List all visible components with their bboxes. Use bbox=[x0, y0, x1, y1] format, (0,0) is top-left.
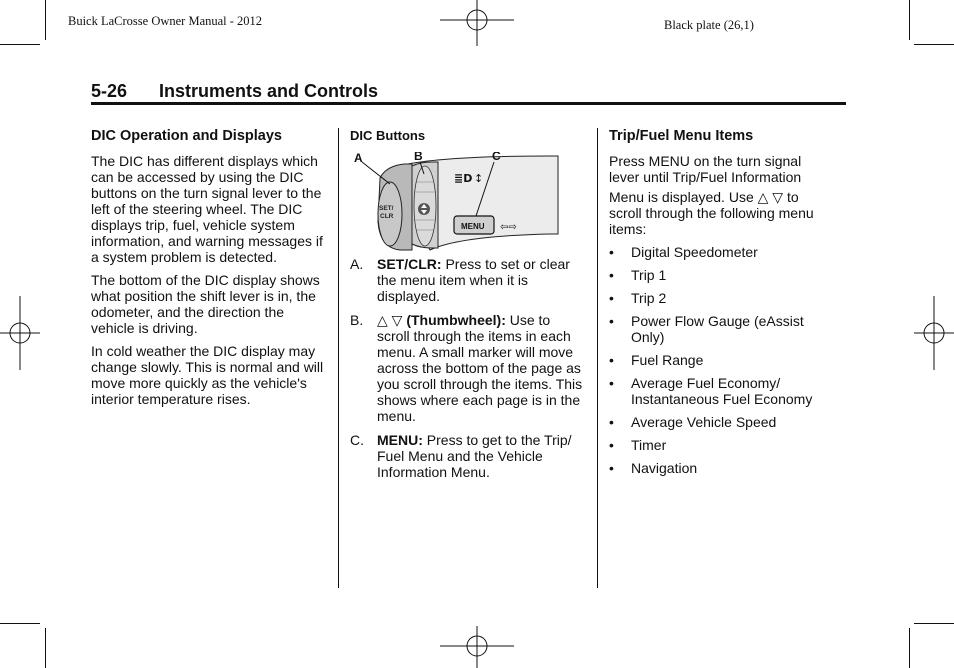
section-dic-operation bbox=[91, 127, 331, 414]
dic-buttons-illustration bbox=[350, 152, 560, 252]
list-item: • Trip 2 bbox=[609, 290, 667, 306]
registration-mark-left bbox=[0, 296, 40, 370]
paragraph: Press MENU on the turn signal lever until Trip/Fuel Information bbox=[609, 153, 802, 185]
item-text: Use to scroll through the items in each menu. A small marker will move across the bottom of the page as you scroll through the items. This shows where each page is in the menu. bbox=[377, 312, 583, 424]
figure-caption: DIC Buttons bbox=[350, 128, 426, 143]
svg-text:⇦⇨: ⇦⇨ bbox=[500, 222, 517, 233]
svg-text:MENU: MENU bbox=[461, 222, 485, 231]
list-item: • Average Fuel Economy/ Instantaneous Fuel Economy bbox=[609, 375, 813, 407]
bullet-icon: • bbox=[609, 460, 614, 476]
menu-items-list bbox=[609, 244, 834, 476]
svg-text:C: C bbox=[492, 152, 501, 163]
page-title: Instruments and Controls bbox=[159, 81, 379, 101]
column-divider bbox=[597, 128, 598, 588]
thumbwheel-arrows-icon: △ ▽ bbox=[757, 189, 784, 205]
bullet-icon: • bbox=[609, 414, 614, 430]
list-item: • Power Flow Gauge (eAssist Only) bbox=[609, 313, 804, 345]
item-text: Press to get to the Trip/ Fuel Menu and the Vehicle Information Menu. bbox=[377, 432, 572, 480]
registration-mark-bottom bbox=[440, 626, 514, 668]
svg-text:↕: ↕ bbox=[474, 172, 484, 185]
item-term: (Thumbwheel): bbox=[406, 312, 506, 328]
item-letter: A. bbox=[350, 256, 364, 272]
bullet-icon: • bbox=[609, 290, 614, 306]
page-number: 5-26 bbox=[91, 81, 128, 101]
plate-label: Black plate (26,1) bbox=[664, 18, 754, 32]
bullet-icon: • bbox=[609, 313, 614, 329]
svg-text:SET/: SET/ bbox=[379, 205, 394, 212]
svg-text:A: A bbox=[354, 152, 363, 165]
section-trip-fuel-menu bbox=[609, 127, 834, 483]
paragraph: In cold weather the DIC display may change slowly. This is normal and will move more quickly as the vehicle's interior temperature rises. bbox=[91, 343, 324, 407]
bullet-icon: • bbox=[609, 267, 614, 283]
bullet-icon: • bbox=[609, 437, 614, 453]
section-heading: Trip/Fuel Menu Items bbox=[609, 128, 754, 144]
button-description-thumbwheel bbox=[350, 312, 586, 424]
svg-text:≣D: ≣D bbox=[454, 172, 473, 185]
registration-mark-right bbox=[914, 296, 954, 370]
registration-mark-top bbox=[440, 0, 514, 46]
svg-text:B: B bbox=[414, 152, 423, 163]
item-term: SET/CLR: bbox=[377, 256, 442, 272]
list-item: • Timer bbox=[609, 437, 667, 453]
manual-title: Buick LaCrosse Owner Manual - 2012 bbox=[68, 14, 263, 28]
list-item: • Navigation bbox=[609, 460, 698, 476]
thumbwheel-arrows-icon: △ ▽ bbox=[377, 312, 407, 328]
svg-text:CLR: CLR bbox=[380, 213, 394, 220]
bullet-icon: • bbox=[609, 352, 614, 368]
button-description-menu bbox=[350, 432, 586, 480]
list-item: • Digital Speedometer bbox=[609, 244, 758, 260]
bullet-icon: • bbox=[609, 244, 614, 260]
item-text: Press to set or clear the menu item when it is displayed. bbox=[377, 256, 570, 304]
item-letter: C. bbox=[350, 432, 364, 448]
section-dic-buttons bbox=[350, 128, 586, 488]
button-description-set-clr bbox=[350, 256, 586, 304]
section-heading: DIC Operation and Displays bbox=[91, 128, 282, 144]
list-item: • Fuel Range bbox=[609, 352, 704, 368]
list-item: • Average Vehicle Speed bbox=[609, 414, 777, 430]
item-term: MENU: bbox=[377, 432, 423, 448]
bullet-icon: • bbox=[609, 375, 614, 391]
paragraph: The bottom of the DIC display shows what position the shift lever is in, the odometer, and the direction the vehicle is driving. bbox=[91, 272, 320, 336]
paragraph: The DIC has different displays which can be accessed by using the DIC buttons on the turn signal lever to the left of the steering wheel. The DIC displays trip, fuel, vehicle system information, and warning messages if a system problem is detected. bbox=[91, 153, 323, 265]
page-header bbox=[91, 80, 846, 105]
item-letter: B. bbox=[350, 312, 364, 328]
list-item: • Trip 1 bbox=[609, 267, 667, 283]
paragraph: Menu is displayed. Use △ ▽ to scroll through the following menu items: bbox=[609, 189, 814, 237]
column-divider bbox=[338, 128, 339, 588]
